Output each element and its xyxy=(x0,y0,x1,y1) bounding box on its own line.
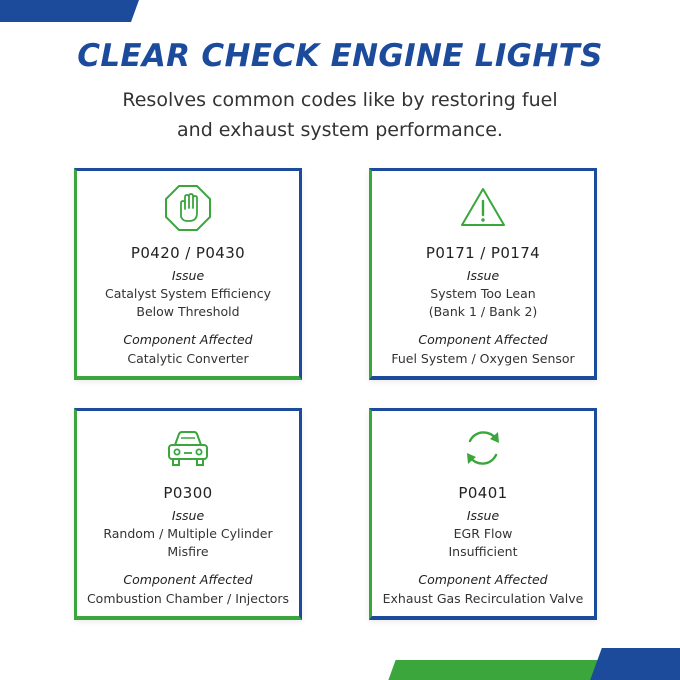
issue-description xyxy=(77,525,299,561)
issue-line: System Too Lean xyxy=(430,286,536,301)
issue-label: Issue xyxy=(171,508,205,523)
issue-line: (Bank 1 / Bank 2) xyxy=(428,304,538,319)
issue-label: Issue xyxy=(466,268,500,283)
component-affected: Combustion Chamber / Injectors xyxy=(86,591,290,606)
car-icon xyxy=(77,423,299,473)
component-label: Component Affected xyxy=(123,572,253,587)
hand-stop-octagon-icon xyxy=(77,183,299,233)
issue-line: EGR Flow xyxy=(453,526,513,541)
issue-label: Issue xyxy=(171,268,205,283)
bottom-blue-stripe xyxy=(590,648,680,680)
warning-triangle-icon xyxy=(372,183,594,233)
issue-label: Issue xyxy=(466,508,500,523)
issue-line: Misfire xyxy=(167,544,209,559)
code-card-p0171 xyxy=(369,168,597,380)
code-card-p0420 xyxy=(74,168,302,380)
issue-description xyxy=(77,285,299,321)
issue-line: Insufficient xyxy=(448,544,518,559)
recirculation-arrows-icon xyxy=(372,423,594,473)
component-affected: Catalytic Converter xyxy=(127,351,249,366)
error-code: P0171 / P0174 xyxy=(425,244,541,262)
issue-description xyxy=(372,285,594,321)
issue-description xyxy=(372,525,594,561)
component-label: Component Affected xyxy=(418,332,548,347)
code-card-p0300 xyxy=(74,408,302,620)
page-subtitle xyxy=(80,85,600,145)
component-affected: Exhaust Gas Recirculation Valve xyxy=(382,591,584,606)
issue-line: Catalyst System Efficiency xyxy=(104,286,271,301)
subtitle-line-1: Resolves common codes like by restoring fuel xyxy=(122,89,558,111)
component-label: Component Affected xyxy=(123,332,253,347)
component-affected: Fuel System / Oxygen Sensor xyxy=(391,351,575,366)
error-code: P0300 xyxy=(163,484,213,502)
issue-line: Below Threshold xyxy=(136,304,240,319)
page-title: CLEAR CHECK ENGINE LIGHTS xyxy=(77,38,603,74)
issue-line: Random / Multiple Cylinder xyxy=(103,526,273,541)
code-card-p0401 xyxy=(369,408,597,620)
component-label: Component Affected xyxy=(418,572,548,587)
error-code: P0420 / P0430 xyxy=(130,244,246,262)
subtitle-line-2: and exhaust system performance. xyxy=(177,119,503,141)
error-code: P0401 xyxy=(458,484,508,502)
top-left-blue-stripe xyxy=(0,0,139,22)
